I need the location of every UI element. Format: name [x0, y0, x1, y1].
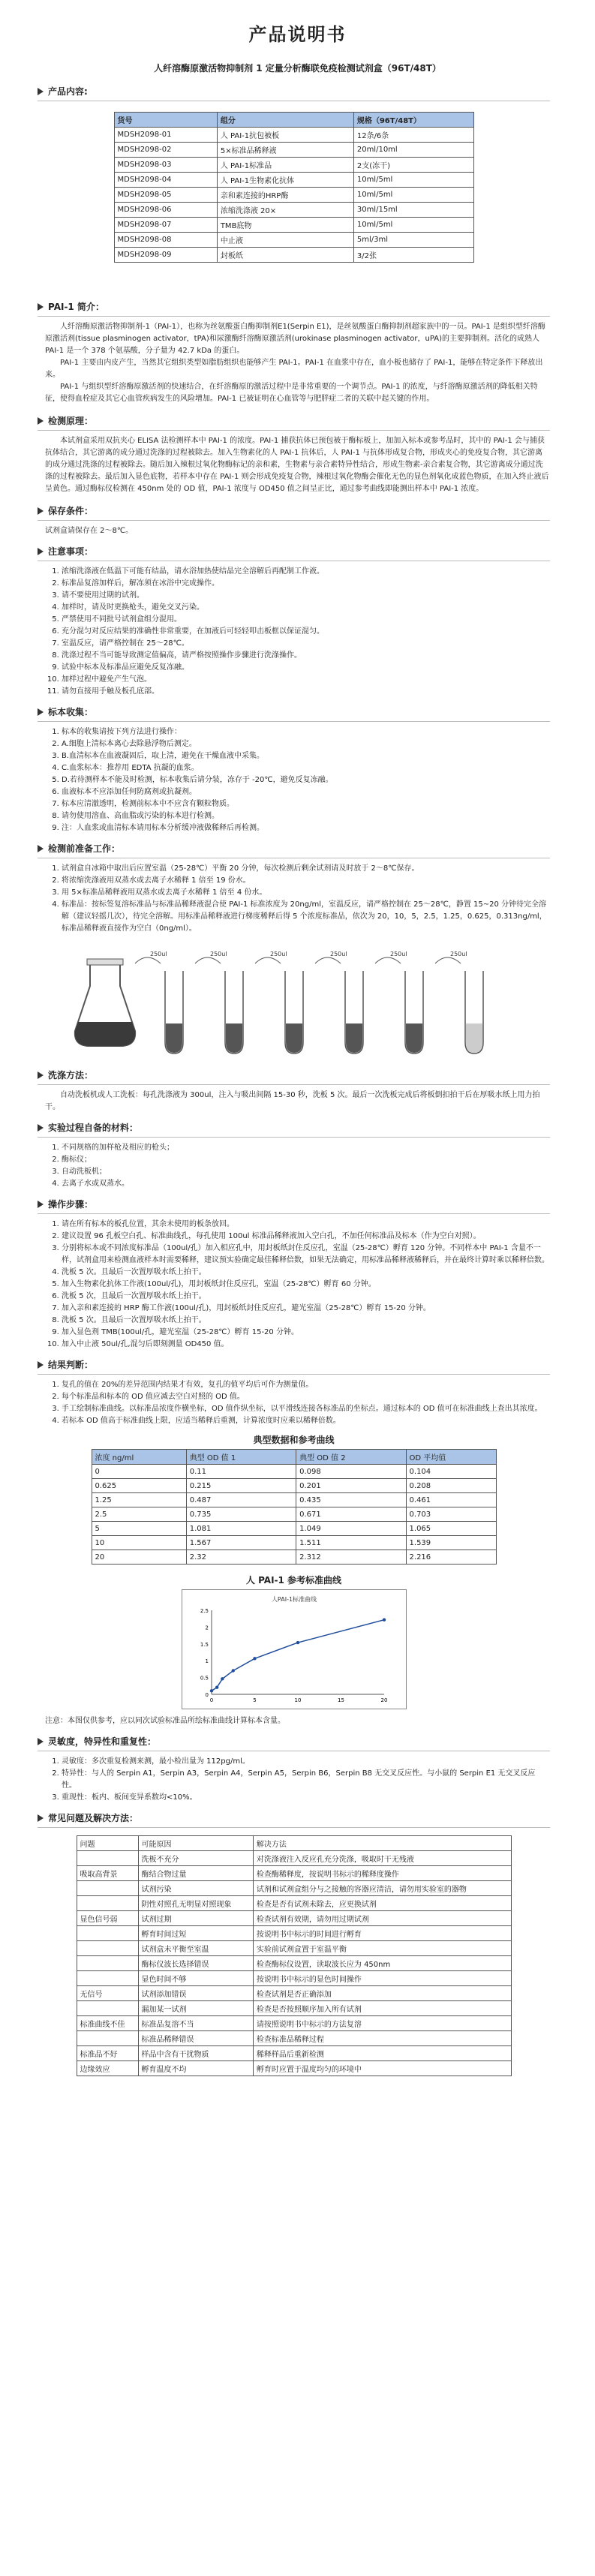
table-cell: 1.539	[406, 1536, 496, 1550]
table-row	[77, 1896, 511, 1911]
steps-list	[38, 1219, 550, 1351]
prep-section	[38, 842, 550, 1061]
table-cell: 20	[92, 1550, 186, 1565]
table-cell: 0.461	[406, 1493, 496, 1507]
table-cell: 酶结合物过量	[138, 1866, 253, 1881]
arrow-bullet-icon	[38, 1738, 44, 1745]
table-cell: 检查标准品稀释过程	[253, 2031, 511, 2046]
flask-icon	[75, 959, 135, 1046]
list-item: 1. 试剂盒自冰箱中取出后应置室温（25-28℃）平衡 20 分钟，每次检测后剩余试剂请及时放于 2～8℃保存。	[62, 863, 550, 875]
table-cell: 按说明书中标示的显色时间操作	[253, 1971, 511, 1986]
table-cell: 0.735	[186, 1507, 296, 1522]
test-tube-icon	[195, 951, 243, 1054]
data-table-title: 典型数据和参考曲线	[253, 1435, 335, 1445]
table-cell: 标准曲线不佳	[77, 2016, 138, 2031]
arrow-bullet-icon	[38, 507, 44, 515]
product-content-section	[38, 85, 550, 263]
typical-data-table	[92, 1449, 497, 1565]
table-row	[92, 1536, 496, 1550]
table-cell: 人 PAI-1生物素化抗体	[217, 173, 353, 188]
dilution-figure	[68, 941, 550, 1061]
table-cell: 阴性对照孔无明显对照现象	[138, 1896, 253, 1911]
table-cell: 无信号	[77, 1986, 138, 2001]
list-item: 2. A.细胞上清标本离心去除悬浮物后测定。	[62, 738, 550, 750]
arrow-bullet-icon	[38, 1124, 44, 1132]
list-item: 11. 请勿直接用手触及板孔底部。	[62, 686, 550, 698]
paragraph: PAI-1 与组织型纤溶酶原激活剂的快速结合，在纤溶酶原的激活过程中是非常重要的一个调节点。PAI-1 的浓度，与纤溶酶原激活剂的降低相关特征，使得血栓症及其它心血管疾病发生的风险增加。PAI-1 已被证明在心血管等与肥胖症二者的关联中起关键的作用。	[45, 383, 538, 403]
list-item: 3. 手工绘制标准曲线。以标准品浓度作横坐标，OD 值作纵坐标，以平滑线连接各标准品的坐标点。通过标本的 OD 值可在标准曲线上查出其浓度。	[62, 1403, 550, 1415]
section-heading: 检测原理：	[38, 414, 550, 427]
table-cell: 显色信号弱	[77, 1911, 138, 1926]
table-row	[92, 1479, 496, 1493]
sample-section	[38, 705, 550, 834]
sensitivity-list	[38, 1756, 550, 1804]
list-item: 2. 酶标仪；	[62, 1154, 550, 1166]
y-tick-label: 1	[205, 1658, 209, 1665]
x-tick-label: 10	[294, 1697, 301, 1703]
section-heading: 保存条件：	[38, 504, 550, 517]
list-item: 2. 每个标准品和标本的 OD 值应减去空白对照的 OD 值。	[62, 1391, 550, 1403]
table-cell	[77, 1941, 138, 1956]
list-item: 6. 洗板 5 次，且最后一次置厚吸水纸上拍干。	[62, 1291, 550, 1303]
paragraph: 自动洗板机或人工洗板：每孔洗涤液为 300ul，注入与吸出间隔 15-30 秒，洗板 5 次。最后一次洗板完成后将板倒扣拍干后在厚吸水纸上用力拍干。	[45, 1091, 540, 1111]
table-cell: 试剂和试剂盒组分与之接触的容器应清洁，请勿用实验室的器物	[253, 1881, 511, 1896]
arrow-icon	[255, 957, 281, 963]
document-title: 产品说明书	[248, 24, 347, 45]
curve-title: 人 PAI-1 参考标准曲线	[245, 1575, 342, 1586]
storage-section	[38, 504, 550, 537]
data-point	[296, 1641, 299, 1644]
prep-list	[38, 863, 550, 935]
table-row	[92, 1507, 496, 1522]
table-row	[114, 233, 473, 248]
table-cell: 试剂过期	[138, 1911, 253, 1926]
transfer-volume-label: 250ul	[270, 951, 287, 957]
y-tick-label: 0	[205, 1692, 209, 1698]
x-tick-label: 5	[252, 1697, 257, 1703]
table-cell: 检查是否有试剂未除去，应更换试剂	[253, 1896, 511, 1911]
table-cell: 1.081	[186, 1522, 296, 1536]
list-item: 2. 将浓缩洗涤液用双蒸水或去离子水稀释 1 倍至 19 份水。	[62, 875, 550, 887]
section-heading: PAI-1 简介：	[38, 300, 550, 313]
arrow-bullet-icon	[38, 708, 44, 716]
list-item: 8. 洗涤过程不当可能导致测定值偏高，请严格按照操作步骤进行洗涤操作。	[62, 650, 550, 662]
table-cell: 显色时间不够	[138, 1971, 253, 1986]
test-tube-icon	[255, 951, 303, 1054]
table-row	[114, 173, 473, 188]
table-cell: 0.11	[186, 1465, 296, 1479]
table-cell: 试剂盒未平衡至室温	[138, 1941, 253, 1956]
table-cell: 0.435	[296, 1493, 406, 1507]
divider	[38, 430, 550, 431]
section-heading: 标本收集：	[38, 705, 550, 718]
table-cell: 孵育温度不均	[138, 2061, 253, 2076]
paragraph: 人纤溶酶原激活物抑制剂-1（PAI-1），也称为丝氨酸蛋白酶抑制剂E1(Serpin E1)，是丝氨酸蛋白酶抑制剂超家族中的一员。PAI-1 是组织型纤溶酶原激活剂(tissue plasminogen activator，tPA)和尿激酶纤溶酶原激活剂(urokinase plasminogen activator，uPA)的主要抑制剂。活化的成熟人 PAI-1 是一个 378 个氨基酸，分子量为 42.7 kDa 的蛋白。	[45, 323, 545, 355]
table-cell: 30ml/15ml	[353, 203, 473, 218]
table-cell: MDSH2098-09	[114, 248, 217, 263]
notes-list	[38, 566, 550, 698]
steps-section	[38, 1198, 550, 1351]
table-header: 典型 OD 值 1	[186, 1450, 296, 1465]
arrow-bullet-icon	[38, 548, 44, 555]
table-cell: 实验前试剂盒置于室温平衡	[253, 1941, 511, 1956]
chart-wrapper	[38, 1589, 550, 1709]
arrow-icon	[435, 957, 461, 963]
table-row	[77, 2001, 511, 2016]
table-cell	[77, 2001, 138, 2016]
table-row	[77, 1926, 511, 1941]
divider	[38, 721, 550, 722]
table-cell: 0.671	[296, 1507, 406, 1522]
table-cell: 0.104	[406, 1465, 496, 1479]
list-item: 2. 建议设置 96 孔板空白孔、标准曲线孔，每孔使用 100ul 标准品稀释液加入空白孔，不加任何标准品及标本（作为空白对照）。	[62, 1231, 550, 1243]
section-heading: 结果判断：	[38, 1358, 550, 1371]
chart-inner-title: 人PAI-1标准曲线	[271, 1596, 317, 1603]
table-row	[77, 2061, 511, 2076]
table-cell: 样品中含有干扰物质	[138, 2046, 253, 2061]
table-cell: 0.487	[186, 1493, 296, 1507]
list-item: 8. 洗板 5 次。且最后一次置厚吸水纸上拍干。	[62, 1315, 550, 1327]
table-row	[114, 188, 473, 203]
table-cell: 1.25	[92, 1493, 186, 1507]
arrow-bullet-icon	[38, 303, 44, 311]
faq-table	[77, 1835, 512, 2076]
table-cell	[77, 2031, 138, 2046]
list-item: 3. 重现性：板内、板间变异系数均<10%。	[62, 1792, 550, 1804]
table-cell: MDSH2098-08	[114, 233, 217, 248]
note-paragraph: 注意：本图仅供参考，应以同次试验标准品所绘标准曲线计算标本含量。	[45, 1717, 285, 1725]
transfer-volume-label: 250ul	[330, 951, 347, 957]
table-header: 浓度 ng/ml	[92, 1450, 186, 1465]
table-cell	[77, 1851, 138, 1866]
table-row	[77, 2046, 511, 2061]
document-subtitle: 人纤溶酶原激活物抑制剂 1 定量分析酶联免疫检测试剂盒（96T/48T）	[154, 63, 441, 74]
table-header: 货号	[114, 113, 217, 128]
list-item: 10. 加入中止液 50ul/孔,混匀后即刻测量 OD450 值。	[62, 1339, 550, 1351]
test-tube-icon	[135, 951, 183, 1054]
list-item: 6. 充分混匀对反应结果的准确性非常重要，在加液后可轻轻叩击板框以保证混匀。	[62, 626, 550, 638]
table-cell: 0	[92, 1465, 186, 1479]
table-cell: MDSH2098-03	[114, 158, 217, 173]
divider	[38, 1084, 550, 1085]
table-cell: 5×标准品稀释液	[217, 143, 353, 158]
table-cell: 3/2张	[353, 248, 473, 263]
table-cell: 20ml/10ml	[353, 143, 473, 158]
list-item: 9. 试验中标本及标准品应避免反复冻融。	[62, 662, 550, 674]
table-cell: 对洗涤液注入反应孔充分洗涤，吸取时干无残液	[253, 1851, 511, 1866]
transfer-volume-label: 250ul	[390, 951, 407, 957]
y-tick-label: 2	[205, 1625, 209, 1631]
table-cell: 标准品不好	[77, 2046, 138, 2061]
table-cell: 检查试剂是否正确添加	[253, 1986, 511, 2001]
table-cell	[77, 1956, 138, 1971]
list-item: 3. 自动洗板机；	[62, 1166, 550, 1178]
y-tick-label: 2.5	[200, 1608, 209, 1614]
table-cell: 1.049	[296, 1522, 406, 1536]
table-row	[92, 1465, 496, 1479]
divider	[38, 1374, 550, 1375]
pai1-intro-section	[38, 300, 550, 405]
table-cell: MDSH2098-05	[114, 188, 217, 203]
table-cell: 边缘效应	[77, 2061, 138, 2076]
table-row	[77, 2016, 511, 2031]
table-cell	[77, 1971, 138, 1986]
list-item: 4. C.血浆标本：推荐用 EDTA 抗凝的血浆。	[62, 762, 550, 774]
list-item: 4. 加样时，请及时更换枪头，避免交叉污染。	[62, 602, 550, 614]
list-item: 1. 标本的收集请按下列方法进行操作：	[62, 726, 550, 738]
table-header: 规格（96T/48T）	[353, 113, 473, 128]
list-item: 1. 灵敏度：多次重复检测来测，最小检出量为 112pg/ml。	[62, 1756, 550, 1768]
table-cell: 检查酶稀释度，按说明书标示的稀释度操作	[253, 1866, 511, 1881]
table-cell: 酶标仪波长选择错误	[138, 1956, 253, 1971]
list-item: 3. 用 5×标准品稀释液用双蒸水或去离子水稀释 1 倍至 4 份水。	[62, 887, 550, 899]
section-heading: 洗涤方法：	[38, 1069, 550, 1081]
table-cell: 洗板不充分	[138, 1851, 253, 1866]
standard-curve-chart	[182, 1589, 407, 1709]
materials-list	[38, 1142, 550, 1190]
faq-section	[38, 1811, 550, 2076]
x-tick-label: 20	[380, 1697, 387, 1703]
list-item: 3. B.血清标本在血液凝固后，取上清，避免在干燥血液中采集。	[62, 750, 550, 762]
product-table	[114, 112, 474, 263]
table-cell: 封板纸	[217, 248, 353, 263]
section-heading: 灵敏度，特异性和重复性：	[38, 1735, 550, 1748]
table-row	[114, 128, 473, 143]
table-cell: 吸取高背景	[77, 1866, 138, 1881]
table-cell: 5	[92, 1522, 186, 1536]
list-item: 4. 标准品：按标签复溶标准品与标准品稀释液混合使 PAI-1 标准浓度为 20ng/ml，室温反应，请严格控制在 25～28℃，静置 15~20 分钟待完全溶解（建议轻摇几次），待完全溶解。用标准品稀释液进行梯度稀释后得 5 个浓度标准品，依次为 20，10，5，2.5，1.25，0.625，0.313ng/ml，标准品稀释液直接作为空白（0ng/ml）。	[62, 899, 550, 935]
dilution-tubes-illustration	[68, 941, 548, 1061]
table-header: 问题	[77, 1836, 138, 1851]
result-section	[38, 1358, 550, 1727]
list-item: 1. 请在所有标本的板孔位置，其余未使用的板条放回。	[62, 1219, 550, 1231]
list-item: 4. 洗板 5 次。且最后一次置厚吸水纸上拍干。	[62, 1267, 550, 1279]
table-cell: 0.098	[296, 1465, 406, 1479]
table-cell: 0.208	[406, 1479, 496, 1493]
list-item: 8. 请勿使用溶血、高血脂或污染的标本进行检测。	[62, 810, 550, 822]
arrow-icon	[375, 957, 401, 963]
transfer-volume-label: 250ul	[150, 951, 167, 957]
table-cell: 漏加某一试剂	[138, 2001, 253, 2016]
arrow-bullet-icon	[38, 1361, 44, 1369]
table-row	[92, 1522, 496, 1536]
list-item: 1. 复孔的值在 20%的差异范围内结果才有效，复孔的值平均后可作为测量值。	[62, 1379, 550, 1391]
section-heading: 检测前准备工作：	[38, 842, 550, 855]
table-cell: 10ml/5ml	[353, 218, 473, 233]
table-cell: 1.567	[186, 1536, 296, 1550]
table-cell: 浓缩洗涤液 20×	[217, 203, 353, 218]
table-cell: 10ml/5ml	[353, 188, 473, 203]
table-cell: 12条/6条	[353, 128, 473, 143]
list-item: 9. 加入显色剂 TMB(100ul/孔，避光室温（25-28℃）孵育 15-20 分钟。	[62, 1327, 550, 1339]
data-point	[231, 1669, 234, 1672]
arrow-icon	[135, 957, 161, 963]
table-row	[77, 2031, 511, 2046]
divider	[38, 1827, 550, 1828]
table-cell	[77, 1896, 138, 1911]
divider	[38, 316, 550, 317]
list-item: 4. 去离子水或双蒸水。	[62, 1178, 550, 1190]
arrow-bullet-icon	[38, 88, 44, 95]
arrow-icon	[315, 957, 341, 963]
table-cell: 试剂添加错误	[138, 1986, 253, 2001]
section-heading: 注意事项：	[38, 545, 550, 558]
table-row	[92, 1550, 496, 1565]
table-header: 解决方法	[253, 1836, 511, 1851]
x-tick-label: 15	[337, 1697, 344, 1703]
table-header: 组分	[217, 113, 353, 128]
table-cell: 1.065	[406, 1522, 496, 1536]
result-list	[38, 1379, 550, 1427]
table-cell: MDSH2098-04	[114, 173, 217, 188]
table-cell: 人 PAI-1抗包被板	[217, 128, 353, 143]
table-row	[114, 143, 473, 158]
table-cell: 0.201	[296, 1479, 406, 1493]
x-tick-label: 0	[209, 1697, 213, 1703]
table-cell: 孵育时间过短	[138, 1926, 253, 1941]
table-row	[114, 203, 473, 218]
sample-list	[38, 726, 550, 834]
table-row	[77, 1941, 511, 1956]
list-item: 1. 不同规格的加样枪及相应的枪头；	[62, 1142, 550, 1154]
table-cell: 检查是否按照顺序加入所有试剂	[253, 2001, 511, 2016]
table-row	[77, 1971, 511, 1986]
arrow-icon	[195, 957, 221, 963]
list-item: 5. D.若待测样本不能及时检测，标本收集后请分装，冻存于 -20℃，避免反复冻融。	[62, 774, 550, 786]
data-point	[253, 1657, 256, 1660]
transfer-volume-label: 250ul	[450, 951, 467, 957]
table-cell: 检查酶标仪设置，读取波长应为 450nm	[253, 1956, 511, 1971]
table-row	[114, 158, 473, 173]
table-cell: MDSH2098-02	[114, 143, 217, 158]
materials-section	[38, 1121, 550, 1190]
list-item: 5. 严禁使用不同批号试剂盒组分混用。	[62, 614, 550, 626]
arrow-bullet-icon	[38, 417, 44, 425]
table-cell: 请按照说明书中标示的方法复溶	[253, 2016, 511, 2031]
table-cell: 检查试剂有效期，请勿用过期试剂	[253, 1911, 511, 1926]
test-tube-icon	[315, 951, 363, 1054]
table-row	[77, 1911, 511, 1926]
table-cell: 中止液	[217, 233, 353, 248]
table-cell: 2.32	[186, 1550, 296, 1565]
paragraph: PAI-1 主要由内皮产生，当然其它组织类型如脂肪组织也能够产生 PAI-1。PAI-1 在血浆中存在，血小板也储存了 PAI-1，能够在特定条件下释放出来。	[45, 359, 543, 379]
table-row	[77, 1986, 511, 2001]
arrow-bullet-icon	[38, 1201, 44, 1208]
list-item: 9. 注：人血浆或血清标本请用标本分析缓冲液做稀释后再检测。	[62, 822, 550, 834]
sensitivity-section	[38, 1735, 550, 1804]
table-cell: 0.215	[186, 1479, 296, 1493]
y-tick-label: 1.5	[200, 1641, 209, 1648]
table-row	[77, 1956, 511, 1971]
table-cell: 5ml/3ml	[353, 233, 473, 248]
list-item: 1. 浓缩洗涤液在低温下可能有结晶，请水浴加热使结晶完全溶解后再配制工作液。	[62, 566, 550, 578]
table-cell: 标准品复溶不当	[138, 2016, 253, 2031]
list-item: 7. 加入亲和素连接的 HRP 酶工作液(100ul/孔)，用封板纸封住反应孔，避光室温（25-28℃）孵育 15-20 分钟。	[62, 1303, 550, 1315]
chart-frame	[182, 1590, 406, 1709]
table-row	[92, 1493, 496, 1507]
table-cell: 稀释样品后重新检测	[253, 2046, 511, 2061]
list-item: 2. 特异性：与人的 Serpin A1，Serpin A3，Serpin A4，Serpin A5，Serpin B6，Serpin B8 无交叉反应性。与小鼠的 Serpin E1 无交叉反应性。	[62, 1768, 550, 1792]
list-item: 2. 标准品复溶加样后，解冻须在冰浴中完成操作。	[62, 578, 550, 590]
table-cell: 10	[92, 1536, 186, 1550]
transfer-volume-label: 250ul	[210, 951, 227, 957]
list-item: 6. 血液标本不应添加任何防腐剂或抗凝剂。	[62, 786, 550, 798]
data-point	[209, 1689, 212, 1692]
table-header: OD 平均值	[406, 1450, 496, 1465]
table-cell: MDSH2098-01	[114, 128, 217, 143]
divider	[38, 520, 550, 521]
table-cell: MDSH2098-06	[114, 203, 217, 218]
table-cell: 2.216	[406, 1550, 496, 1565]
data-point	[215, 1685, 218, 1688]
table-cell: 0.703	[406, 1507, 496, 1522]
notes-section	[38, 545, 550, 698]
list-item: 7. 标本应清澈透明，检测前标本中不应含有颗粒物质。	[62, 798, 550, 810]
list-item: 7. 室温反应，请严格控制在 25～28℃。	[62, 638, 550, 650]
wash-section	[38, 1069, 550, 1114]
list-item: 3. 请不要使用过期的试剂。	[62, 590, 550, 602]
arrow-bullet-icon	[38, 1072, 44, 1079]
table-cell: 2.312	[296, 1550, 406, 1565]
table-row	[114, 218, 473, 233]
table-row	[77, 1851, 511, 1866]
list-item: 10. 加样过程中避免产生气泡。	[62, 674, 550, 686]
data-point	[382, 1619, 385, 1622]
principle-section	[38, 414, 550, 495]
data-point	[221, 1677, 224, 1680]
table-cell: 人 PAI-1标准品	[217, 158, 353, 173]
table-cell	[77, 1926, 138, 1941]
paragraph: 本试剂盒采用双抗夹心 ELISA 法检测样本中 PAI-1 的浓度。PAI-1 捕获抗体已预包被于酶标板上，加加入标本或参考品时，其中的 PAI-1 会与捕获抗体结合，其它游离的成分通过洗涤的过程被除去。加入生物素化的人 PAI-1 抗体后，人 PAI-1 与抗体形成复合物，形成夹心的免疫复合物，其它游离的成分通过洗涤的过程被除去。随后加入辣根过氧化物酶标记的亲和素，生物素与亲合素特异性结合，形成生物素-亲合素复合物，其它游离成分通过洗涤的过程被除去。最后加入显色底物，若样本中存在 PAI-1 则会形成免疫复合物，辣根过氧化物酶会催化无色的显色剂氧化成蓝色物质，在加入终止液后呈黄色。通过酶标仪检测在 450nm 处的 OD 值，PAI-1 浓度与 OD450 值之间呈正比，通过参考曲线即能测出样本中 PAI-1 浓度。	[45, 437, 549, 493]
table-cell: MDSH2098-07	[114, 218, 217, 233]
list-item: 3. 分别将标本或不同浓度标准品（100ul/孔）加入相应孔中，用封板纸封住反应孔，室温（25-28℃）孵育 120 分钟。不同样本中 PAI-1 含量不一样，试剂盒用来检测血液样本时需要稀释，建议预实验确定最佳稀释倍数，如果无法确定，用标准品稀释液稀释后，并在最终计算时乘以稀释倍数。	[62, 1243, 550, 1267]
table-cell: 亲和素连接的HRP酶	[217, 188, 353, 203]
table-header: 可能原因	[138, 1836, 253, 1851]
paragraph: 试剂盒请保存在 2～8℃。	[45, 527, 134, 535]
table-cell: 2支(冻干)	[353, 158, 473, 173]
y-tick-label: 0.5	[200, 1675, 209, 1682]
table-cell	[77, 1881, 138, 1896]
table-cell: 试剂污染	[138, 1881, 253, 1896]
section-heading: 常见问题及解决方法：	[38, 1811, 550, 1824]
arrow-bullet-icon	[38, 845, 44, 852]
table-cell: 0.625	[92, 1479, 186, 1493]
section-heading: 实验过程自备的材料：	[38, 1121, 550, 1134]
section-heading: 产品内容:	[38, 85, 550, 98]
table-cell: 孵育时应置于温度均匀的环境中	[253, 2061, 511, 2076]
table-cell: 1.511	[296, 1536, 406, 1550]
list-item: 5. 加入生物素化抗体工作液(100ul/孔)，用封板纸封住反应孔，室温（25-28℃）孵育 60 分钟。	[62, 1279, 550, 1291]
table-row	[77, 1881, 511, 1896]
arrow-bullet-icon	[38, 1814, 44, 1822]
table-header: 典型 OD 值 2	[296, 1450, 406, 1465]
divider	[38, 1213, 550, 1214]
test-tube-icon	[375, 951, 423, 1054]
section-heading: 操作步骤：	[38, 1198, 550, 1210]
table-cell: 10ml/5ml	[353, 173, 473, 188]
table-cell: 按说明书中标示的时间进行孵育	[253, 1926, 511, 1941]
table-cell: 标准品稀释错误	[138, 2031, 253, 2046]
list-item: 4. 若标本 OD 值高于标准曲线上限，应适当稀释后重测，计算浓度时应乘以稀释倍数。	[62, 1415, 550, 1427]
table-cell: 2.5	[92, 1507, 186, 1522]
table-row	[114, 248, 473, 263]
table-row	[77, 1866, 511, 1881]
test-tube-icon	[435, 951, 483, 1054]
table-cell: TMB底物	[217, 218, 353, 233]
divider	[38, 1137, 550, 1138]
